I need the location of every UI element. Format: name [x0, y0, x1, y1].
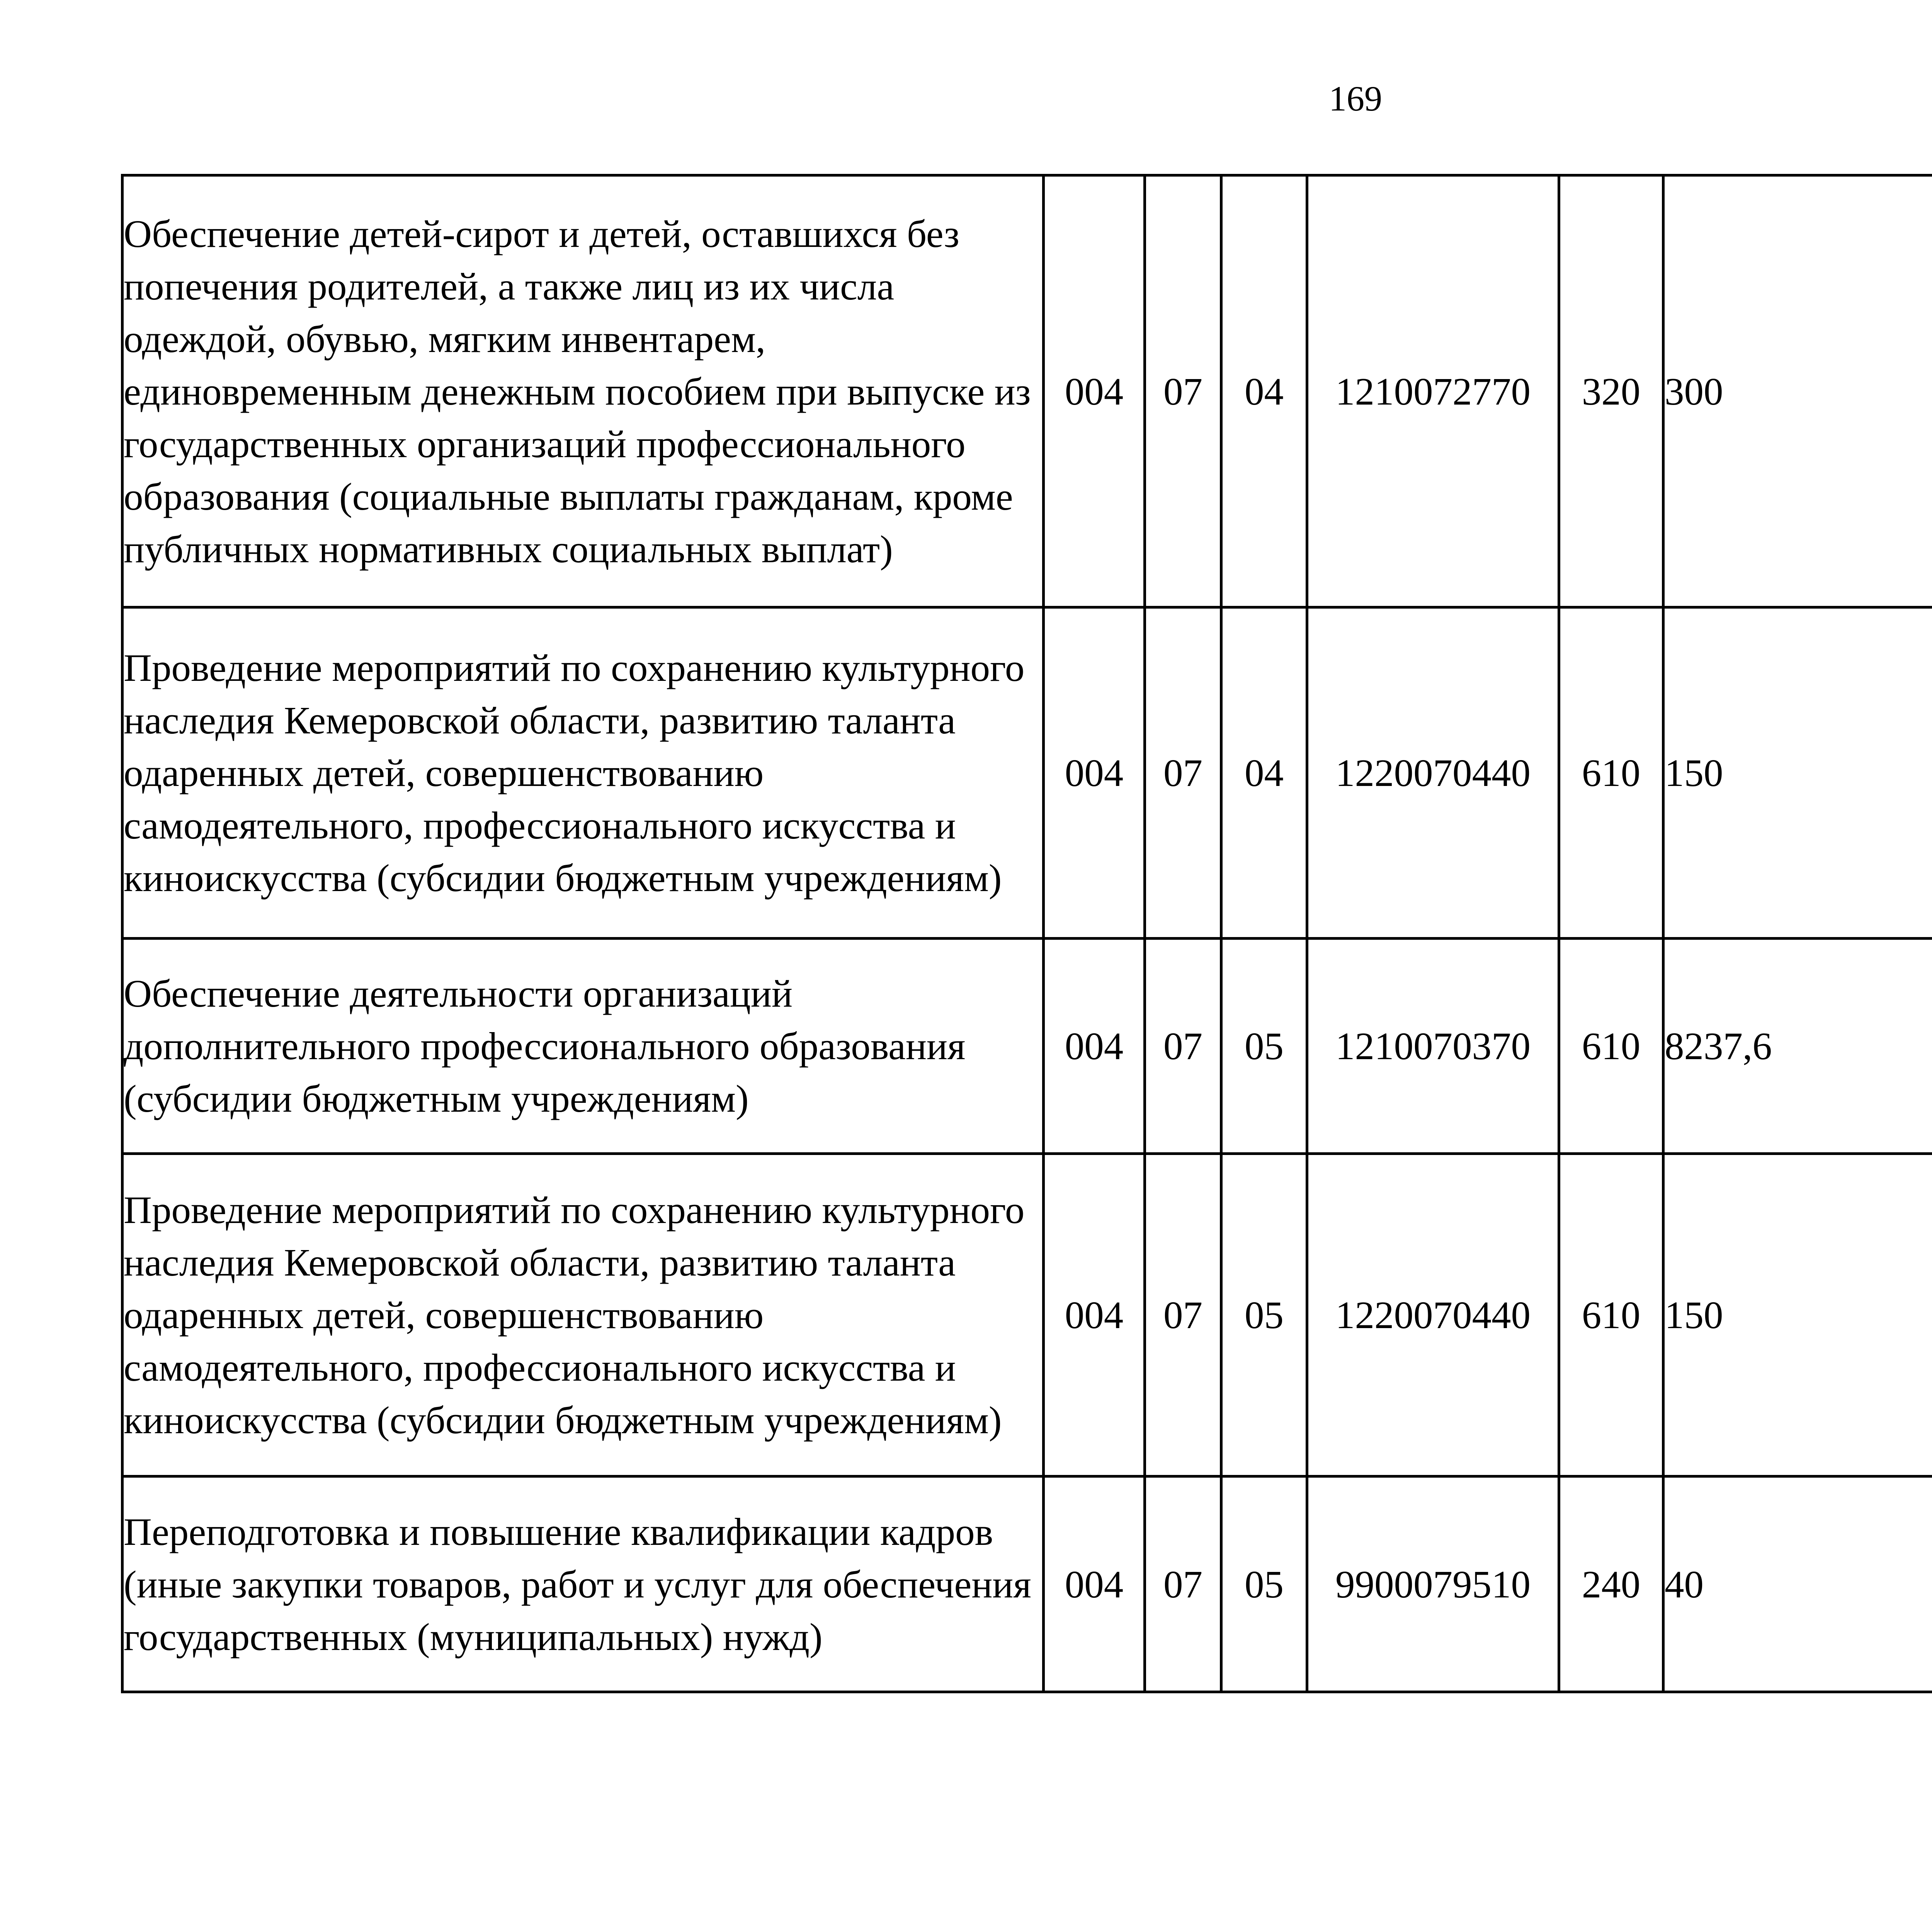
table-row: [122, 1476, 1932, 1692]
amount-year-1: 8237,6: [1663, 939, 1932, 1154]
section-code: 07: [1145, 939, 1221, 1154]
expense-description: Проведение мероприятий по сохранению культурного наследия Кемеровской области, развитию таланта одаренных детей, совершенствованию самодеятельного, профессионального искусства и киноискусства (субсидии бюджетным учреждениям): [122, 1154, 1044, 1476]
amount-year-1: 150: [1663, 607, 1932, 939]
target-article-code: 9900079510: [1307, 1476, 1559, 1692]
target-article-code: 1210070370: [1307, 939, 1559, 1154]
table-row: [122, 1154, 1932, 1476]
table-row: [122, 607, 1932, 939]
section-code: 07: [1145, 175, 1221, 607]
target-article-code: 1220070440: [1307, 607, 1559, 939]
page-number: 169: [1329, 79, 1382, 118]
expense-type-code: 610: [1559, 607, 1663, 939]
target-article-code: 1220070440: [1307, 1154, 1559, 1476]
ministry-code: 004: [1044, 1154, 1145, 1476]
amount-year-1: 40: [1663, 1476, 1932, 1692]
expense-description: Проведение мероприятий по сохранению культурного наследия Кемеровской области, развитию таланта одаренных детей, совершенствованию самодеятельного, профессионального искусства и киноискусства (субсидии бюджетным учреждениям): [122, 607, 1044, 939]
expense-description: Обеспечение детей-сирот и детей, оставшихся без попечения родителей, а также лиц из их числа одеждой, обувью, мягким инвентарем, единовременным денежным пособием при выпуске из государственных организаций профессионального образования (социальные выплаты гражданам, кроме публичных нормативных социальных выплат): [122, 175, 1044, 607]
expense-description: Переподготовка и повышение квалификации кадров (иные закупки товаров, работ и услуг для обеспечения государственных (муниципальных) нужд): [122, 1476, 1044, 1692]
ministry-code: 004: [1044, 1476, 1145, 1692]
ministry-code: 004: [1044, 175, 1145, 607]
expense-type-code: 240: [1559, 1476, 1663, 1692]
expense-type-code: 610: [1559, 1154, 1663, 1476]
table-row: [122, 175, 1932, 607]
subsection-code: 04: [1221, 175, 1307, 607]
table-row: [122, 939, 1932, 1154]
ministry-code: 004: [1044, 607, 1145, 939]
target-article-code: 1210072770: [1307, 175, 1559, 607]
budget-table: [121, 174, 1932, 1693]
subsection-code: 05: [1221, 939, 1307, 1154]
expense-description: Обеспечение деятельности организаций дополнительного профессионального образования (субсидии бюджетным учреждениям): [122, 939, 1044, 1154]
expense-type-code: 610: [1559, 939, 1663, 1154]
amount-year-1: 150: [1663, 1154, 1932, 1476]
section-code: 07: [1145, 1154, 1221, 1476]
subsection-code: 04: [1221, 607, 1307, 939]
subsection-code: 05: [1221, 1154, 1307, 1476]
section-code: 07: [1145, 1476, 1221, 1692]
subsection-code: 05: [1221, 1476, 1307, 1692]
amount-year-1: 300: [1663, 175, 1932, 607]
section-code: 07: [1145, 607, 1221, 939]
expense-type-code: 320: [1559, 175, 1663, 607]
ministry-code: 004: [1044, 939, 1145, 1154]
